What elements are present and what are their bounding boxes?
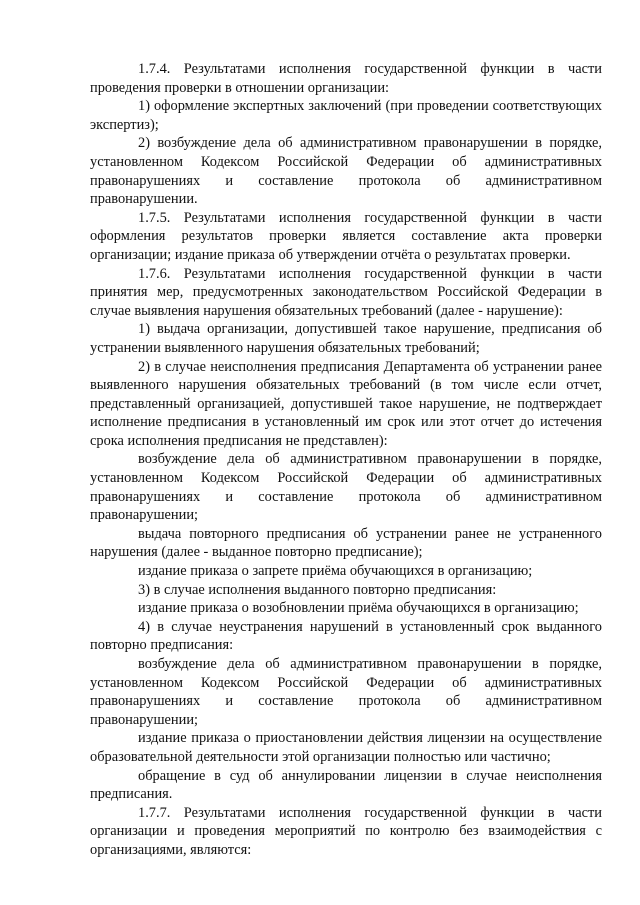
- paragraph-item-3: 3) в случае исполнения выданного повторно предписания:: [138, 581, 497, 598]
- paragraph-item-1: 1) оформление экспертных заключений (при проведении соответствующих экспертиз);: [90, 98, 602, 133]
- paragraph-1-7-7: 1.7.7. Результатами исполнения государственной функции в части организации и проведения мероприятий по контролю без взаимодействия с организациями, являются:: [90, 804, 602, 858]
- paragraph-item-4: 4) в случае неустранения нарушений в установленный срок выданного повторно предписания:: [90, 618, 602, 654]
- paragraph-subitem: издание приказа о запрете приёма обучающихся в организацию;: [138, 563, 533, 580]
- paragraph-1-7-6: 1.7.6. Результатами исполнения государственной функции в части принятия мер, предусмотренных законодательством Российской Федерации в случае выявления нарушения обязательных требований (далее - нарушение):: [90, 265, 602, 319]
- paragraph-subitem: возбуждение дела об административном правонарушении в порядке, установленном Кодексом Российской Федерации об административных правонарушениях и составление протокола об административном правонарушении;: [90, 451, 602, 524]
- paragraph-subitem: возбуждение дела об административном правонарушении в порядке, установленном Кодексом Российской Федерации об административных правонарушениях и составление протокола об административном правонарушении;: [90, 656, 602, 728]
- paragraph-subitem: обращение в суд об аннулировании лицензии в случае неисполнения предписания.: [90, 767, 602, 803]
- paragraph-1-7-4: 1.7.4. Результатами исполнения государственной функции в части проведения проверки в отношении организации:: [90, 61, 602, 96]
- paragraph-subitem: издание приказа о возобновлении приёма обучающихся в организацию;: [138, 600, 579, 617]
- paragraph-item-2: 2) в случае неисполнения предписания Департамента об устранении ранее выявленного нарушения обязательных требований (в том числе если отчет, представленный организацией, допустившей такое нарушение, не подтверждает исполнение предписания в установленный им срок или этот отчет до истечения срока исполнения предписания не представлен):: [90, 358, 602, 449]
- paragraph-subitem: издание приказа о приостановлении действия лицензии на осуществление образовательной деятельности этой организации полностью или частично;: [90, 730, 602, 765]
- paragraph-item-2: 2) возбуждение дела об административном правонарушении в порядке, установленном Кодексом Российской Федерации об административных правонарушениях и составление протокола об административном правонарушении.: [90, 135, 602, 208]
- paragraph-subitem: выдача повторного предписания об устранении ранее не устраненного нарушения (далее - выданное повторно предписание);: [90, 525, 602, 561]
- paragraph-item-1: 1) выдача организации, допустившей такое нарушение, предписания об устранении выявленного нарушения обязательных требований;: [90, 321, 602, 356]
- paragraph-1-7-5: 1.7.5. Результатами исполнения государственной функции в части оформления результатов проверки является составление акта проверки организации; издание приказа об утверждении отчёта о результатах проверки.: [90, 209, 602, 263]
